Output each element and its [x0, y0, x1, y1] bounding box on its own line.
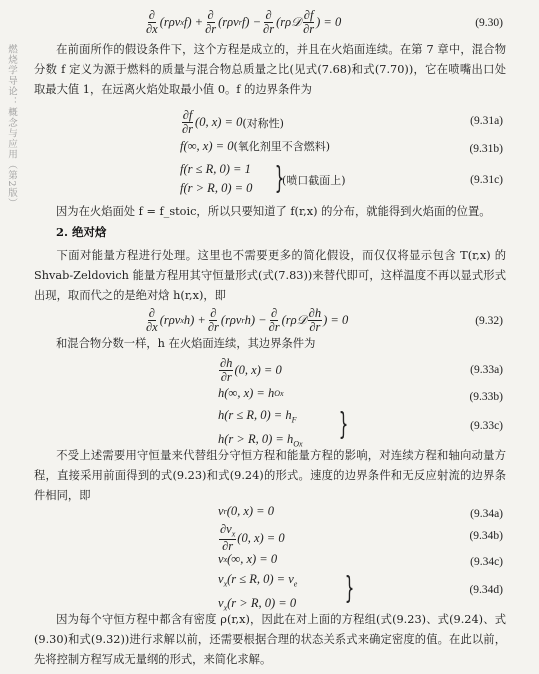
equation-9-32: $\frac{\partial}{\partial x}$ (rρv x h) + $\frac{\partial}{\partial r}$ (rρv r h) − $\frac{\partial}{\partial r}$ (rρ𝒟 $\frac{\partial h}{\partial r}$ ) = 0 (9.32)	[146, 306, 503, 335]
equation-9-34d: $v_x(r \le R$, $0) = v_e$ $v_x(r > R$, 0) = 0 } (9.34d)	[218, 571, 503, 612]
equation-9-31c: f(r ≤ R, 0) = 1 f(r > R, 0) = 0 } (喷口截面上) (9.31c)	[180, 161, 503, 196]
equation-note: (氧化剂里不含燃料)	[233, 140, 331, 153]
equation-number: (9.34b)	[469, 530, 503, 542]
equation-number: (9.33b)	[469, 391, 503, 403]
paragraph-4: 和混合物分数一样，h 在火焰面连续，其边界条件为	[56, 337, 316, 350]
equation-number: (9.32)	[475, 315, 503, 327]
equation-number: (9.31c)	[470, 174, 503, 186]
equation-9-34b: $\frac{\partial v_x}{\partial r}$ (0, x) = 0 (9.34b)	[220, 522, 503, 553]
paragraph-6: 因为每个守恒方程中都含有密度 ρ(r,x)，因此在对上面的方程组(式(9.23)、式(9.24)、式(9.30)和式(9.32))进行求解以前，还需要根据合理的状态关系式来确定密度的值。在此以前，先将控制方程写成无量纲的形式，来简化求解。	[34, 613, 506, 666]
equation-number: (9.34d)	[469, 584, 503, 596]
paragraph-2: 因为在火焰面处 f = f_stoic，所以只要知道了 f(r,x) 的分布，就能得到火焰面的位置。	[56, 205, 491, 218]
equation-number: (9.33c)	[470, 420, 503, 432]
paragraph-3: 下面对能量方程进行处理。这里也不需要更多的简化假设，而仅仅将显示包含 T(r,x) 的 Shvab-Zeldovich 能量方程用其守恒量形式(式(7.83))来替代即可，这样温度不再以显式形式出现，取而代之的是绝对焓 h(r,x)，即	[34, 249, 506, 302]
equation-9-34c: v x (∞, x) = 0 (9.34c)	[218, 552, 503, 568]
paragraph-1: 在前面所作的假设条件下，这个方程是成立的，并且在火焰面连续。在第 7 章中，混合物分数 f 定义为源于燃料的质量与混合物总质量之比(见式(7.68)和式(7.70))，它在喷嘴出口处取最大值 1，在远离火焰处取最小值 0。f 的边界条件为	[34, 43, 506, 96]
equation-note: (对称性)	[242, 116, 284, 130]
equation-note: (喷口截面上)	[282, 174, 346, 187]
equation-number: (9.34a)	[470, 508, 503, 520]
side-book-title: 燃烧学导论：概念与应用（第2版）	[6, 44, 17, 209]
equation-number: (9.30)	[475, 17, 503, 29]
equation-9-31b: f(∞, x) = 0 (氧化剂里不含燃料) (9.31b)	[180, 138, 503, 155]
equation-9-34a: v r (0, x) = 0 (9.34a)	[218, 504, 503, 520]
equation-9-33b: h(∞, x) = h Ox (9.33b)	[218, 386, 503, 403]
equation-9-31a: $\frac{\partial f}{\partial r}$ (0, x) = 0 (对称性) (9.31a)	[182, 108, 503, 137]
equation-number: (9.33a)	[470, 364, 503, 376]
section-heading: 2. 绝对焓	[56, 225, 107, 239]
paragraph-5: 不受上述需要用守恒量来代替组分守恒方程和能量方程的影响，对连续方程和轴向动量方程，直接采用前面得到的式(9.23)和式(9.24)的形式。速度的边界条件和无反应射流的边界条件相同，即	[34, 449, 506, 502]
equation-9-33a: $\frac{\partial h}{\partial r}$ (0, x) = 0 (9.33a)	[220, 356, 503, 385]
equation-number: (9.31b)	[469, 143, 503, 155]
equation-number: (9.31a)	[470, 115, 503, 127]
equation-9-30: $\frac{\partial}{\partial x}$ (rρv x f) + $\frac{\partial}{\partial r}$ (rρv r f) − $\frac{\partial}{\partial r}$ (rρ𝒟 $\frac{\partial f}{\partial r}$ ) = 0 (9.30)	[146, 8, 503, 37]
equation-9-33c: h(r ≤ R, $0) = h_F$ h(r > R, $0) = h_{Ox}$ } (9.33c)	[218, 407, 503, 448]
equation-number: (9.34c)	[470, 556, 503, 568]
